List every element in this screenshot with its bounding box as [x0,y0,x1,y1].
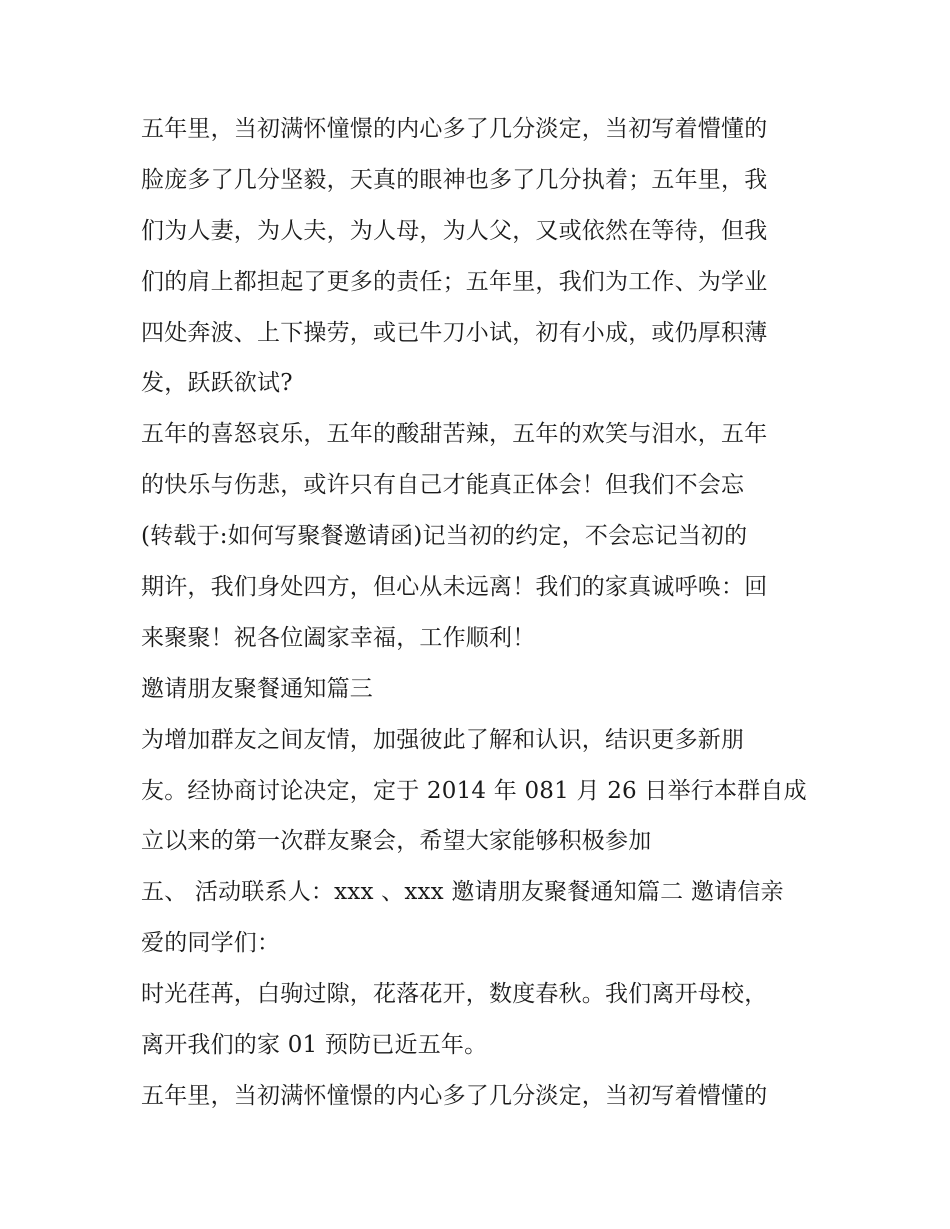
text-line: 爱的同学们： [141,930,281,957]
text-line: 们为人妻，为人夫，为人母，为人父，又或依然在等待，但我 [141,217,768,244]
text-line: 们的肩上都担起了更多的责任；五年里，我们为工作、为学业 [141,268,768,295]
section-heading: 邀请朋友聚餐通知篇三 [141,675,373,702]
text-line: 五年里，当初满怀憧憬的内心多了几分淡定，当初写着懵懂的 [141,116,768,142]
text-line: 四处奔波、上下操劳，或已牛刀小试，初有小成，或仍厚积薄 [141,319,768,346]
text-line: 离开我们的家 01 预防已近五年。 [141,1032,488,1059]
body-text [141,110,821,1128]
text-line: 五年里，当初满怀憧憬的内心多了几分淡定，当初写着懵懂的 [141,1082,768,1109]
text-line: 发，跃跃欲试? [141,370,293,397]
text-line: 时光荏苒，白驹过隙，花落花开，数度春秋。我们离开母校， [141,981,768,1008]
text-line: 立以来的第一次群友聚会，希望大家能够积极参加 [141,828,652,855]
text-line: 来聚聚！祝各位阖家幸福，工作顺利！ [141,624,536,651]
text-line: 的快乐与伤悲，或许只有自己才能真正体会！但我们不会忘 [141,472,745,499]
text-line: 脸庞多了几分坚毅，天真的眼神也多了几分执着；五年里，我 [141,166,768,193]
text-line: 期许，我们身处四方，但心从未远离！我们的家真诚呼唤：回 [141,574,768,601]
text-line: (转载于:如何写聚餐邀请函)记当初的约定，不会忘记当初的 [141,523,748,550]
text-line: 五、 活动联系人：xxx 、xxx 邀请朋友聚餐通知篇二 邀请信亲 [141,879,784,906]
text-line: 五年的喜怒哀乐，五年的酸甜苦辣，五年的欢笑与泪水，五年 [141,421,768,448]
text-line: 友。经协商讨论决定，定于 2014 年 081 月 26 日举行本群自成 [141,777,807,804]
text-line: 为增加群友之间友情，加强彼此了解和认识，结识更多新朋 [141,726,745,753]
